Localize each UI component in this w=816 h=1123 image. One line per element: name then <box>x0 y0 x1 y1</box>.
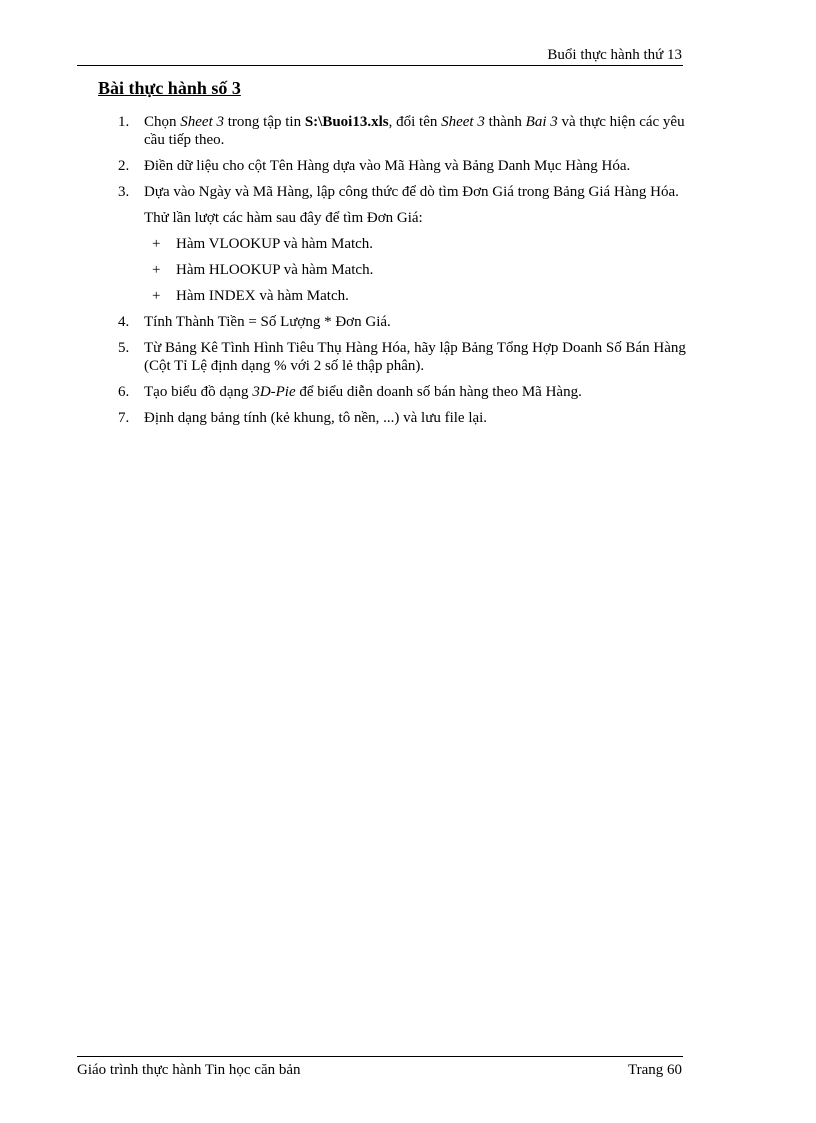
function-item <box>144 261 688 279</box>
task-text: Định dạng bảng tính (kẻ khung, tô nền, ...) và lưu file lại. <box>144 410 488 426</box>
task-text-part: thành <box>484 114 526 130</box>
function-item-text: Hàm HLOOKUP và hàm Match. <box>176 262 374 278</box>
task-text-part: , đổi tên <box>388 114 442 130</box>
chart-type-italic: 3D-Pie <box>252 384 296 400</box>
task-text-part: để biểu diễn doanh số bán hàng theo Mã Hàng. <box>295 384 582 400</box>
task-text-part: trong tập tin <box>224 114 305 130</box>
header-divider <box>77 65 683 66</box>
task-item-7 <box>98 409 688 427</box>
task-number: 1. <box>118 114 130 130</box>
task-item-5 <box>98 339 688 375</box>
plus-bullet: + <box>152 262 161 278</box>
task-list <box>98 113 688 435</box>
task-item-1 <box>98 113 688 149</box>
running-header: Buổi thực hành thứ 13 <box>547 47 682 63</box>
task-text: Điền dữ liệu cho cột Tên Hàng dựa vào Mã Hàng và Bảng Danh Mục Hàng Hóa. <box>144 158 631 174</box>
task-text-part: Tạo biểu đồ dạng <box>144 384 253 400</box>
task-text <box>144 383 688 401</box>
page-number: Trang 60 <box>627 1062 682 1078</box>
task-text-part: và thực hiện các yêu cầu tiếp theo. <box>144 114 685 148</box>
task-number: 7. <box>118 410 130 426</box>
task-number: 2. <box>118 158 130 174</box>
sheet-name-italic: Sheet 3 <box>180 114 224 130</box>
function-list <box>144 235 688 305</box>
plus-bullet: + <box>152 236 161 252</box>
file-path-bold: S:\Buoi13.xls <box>304 114 389 130</box>
task-item-2 <box>98 157 688 175</box>
task-item-4 <box>98 313 688 331</box>
task-item-3 <box>98 183 688 305</box>
footer-book-title: Giáo trình thực hành Tin học căn bản <box>77 1062 301 1078</box>
task-note: Thử lần lượt các hàm sau đây để tìm Đơn Giá: <box>144 210 423 226</box>
sheet-name-italic: Sheet 3 <box>441 114 485 130</box>
task-text: Tính Thành Tiền = Số Lượng * Đơn Giá. <box>144 314 391 330</box>
task-number: 6. <box>118 384 130 400</box>
exercise-title: Bài thực hành số 3 <box>98 78 241 98</box>
function-item-text: Hàm VLOOKUP và hàm Match. <box>176 236 374 252</box>
task-item-6 <box>98 383 688 401</box>
function-item <box>144 235 688 253</box>
task-number: 3. <box>118 184 130 200</box>
task-text: Từ Bảng Kê Tình Hình Tiêu Thụ Hàng Hóa, hãy lập Bảng Tổng Hợp Doanh Số Bán Hàng (Cột Tỉ Lệ định dạng % với 2 số lẻ thập phân). <box>144 340 686 374</box>
task-number: 4. <box>118 314 130 330</box>
function-item-text: Hàm INDEX và hàm Match. <box>176 288 349 304</box>
task-text: Dựa vào Ngày và Mã Hàng, lập công thức để dò tìm Đơn Giá trong Bảng Giá Hàng Hóa. <box>144 184 679 200</box>
footer-divider <box>77 1056 683 1057</box>
plus-bullet: + <box>152 288 161 304</box>
task-number: 5. <box>118 340 130 356</box>
task-text <box>144 113 688 149</box>
function-item <box>144 287 688 305</box>
new-sheet-name-italic: Bai 3 <box>525 114 558 130</box>
task-text-part: Chọn <box>144 114 181 130</box>
